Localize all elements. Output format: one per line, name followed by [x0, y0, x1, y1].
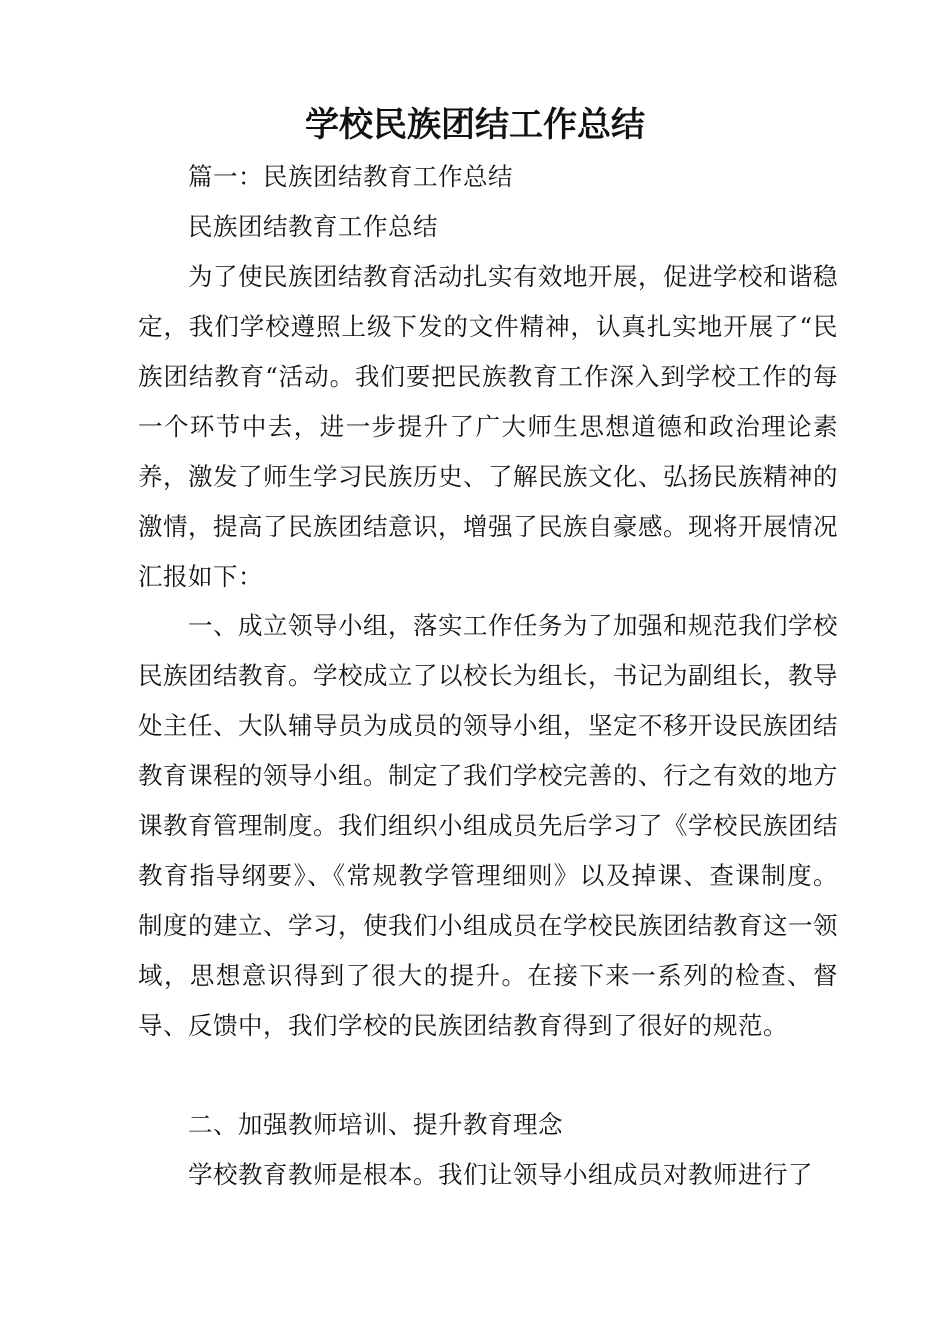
document-title: 学校民族团结工作总结 — [305, 105, 645, 145]
subtitle: 民族团结教育工作总结 — [188, 212, 438, 241]
section-heading: 篇一：民族团结教育工作总结 — [188, 162, 513, 191]
body-paragraph: 一、成立领导小组，落实工作任务为了加强和规范我们学校民族团结教育。学校成立了以校长为组长，书记为副组长，教导处主任、大队辅导员为成员的领导小组，坚定不移开设民族团结教育课程的领导小组。制定了我们学校完善的、行之有效的地方课教育管理制度。我们组织小组成员先后学习了《学校民族团结教育指导纲要》、《常规教学管理细则》以及掉课、查课制度。制度的建立、学习，使我们小组成员在学校民族团结教育这一领域，思想意识得到了很大的提升。在接下来一系列的检查、督导、反馈中，我们学校的民族团结教育得到了很好的规范。 — [138, 611, 838, 1040]
section-heading-2: 二、加强教师培训、提升教育理念 — [188, 1110, 563, 1139]
intro-paragraph: 为了使民族团结教育活动扎实有效地开展，促进学校和谐稳定，我们学校遵照上级下发的文件精神，认真扎实地开展了“民族团结教育“活动。我们要把民族教育工作深入到学校工作的每一个环节中去，进一步提升了广大师生思想道德和政治理论素养，激发了师生学习民族历史、了解民族文化、弘扬民族精神的激情，提高了民族团结意识，增强了民族自豪感。现将开展情况汇报如下： — [138, 262, 838, 591]
body-paragraph-2: 学校教育教师是根本。我们让领导小组成员对教师进行了 — [188, 1160, 813, 1189]
